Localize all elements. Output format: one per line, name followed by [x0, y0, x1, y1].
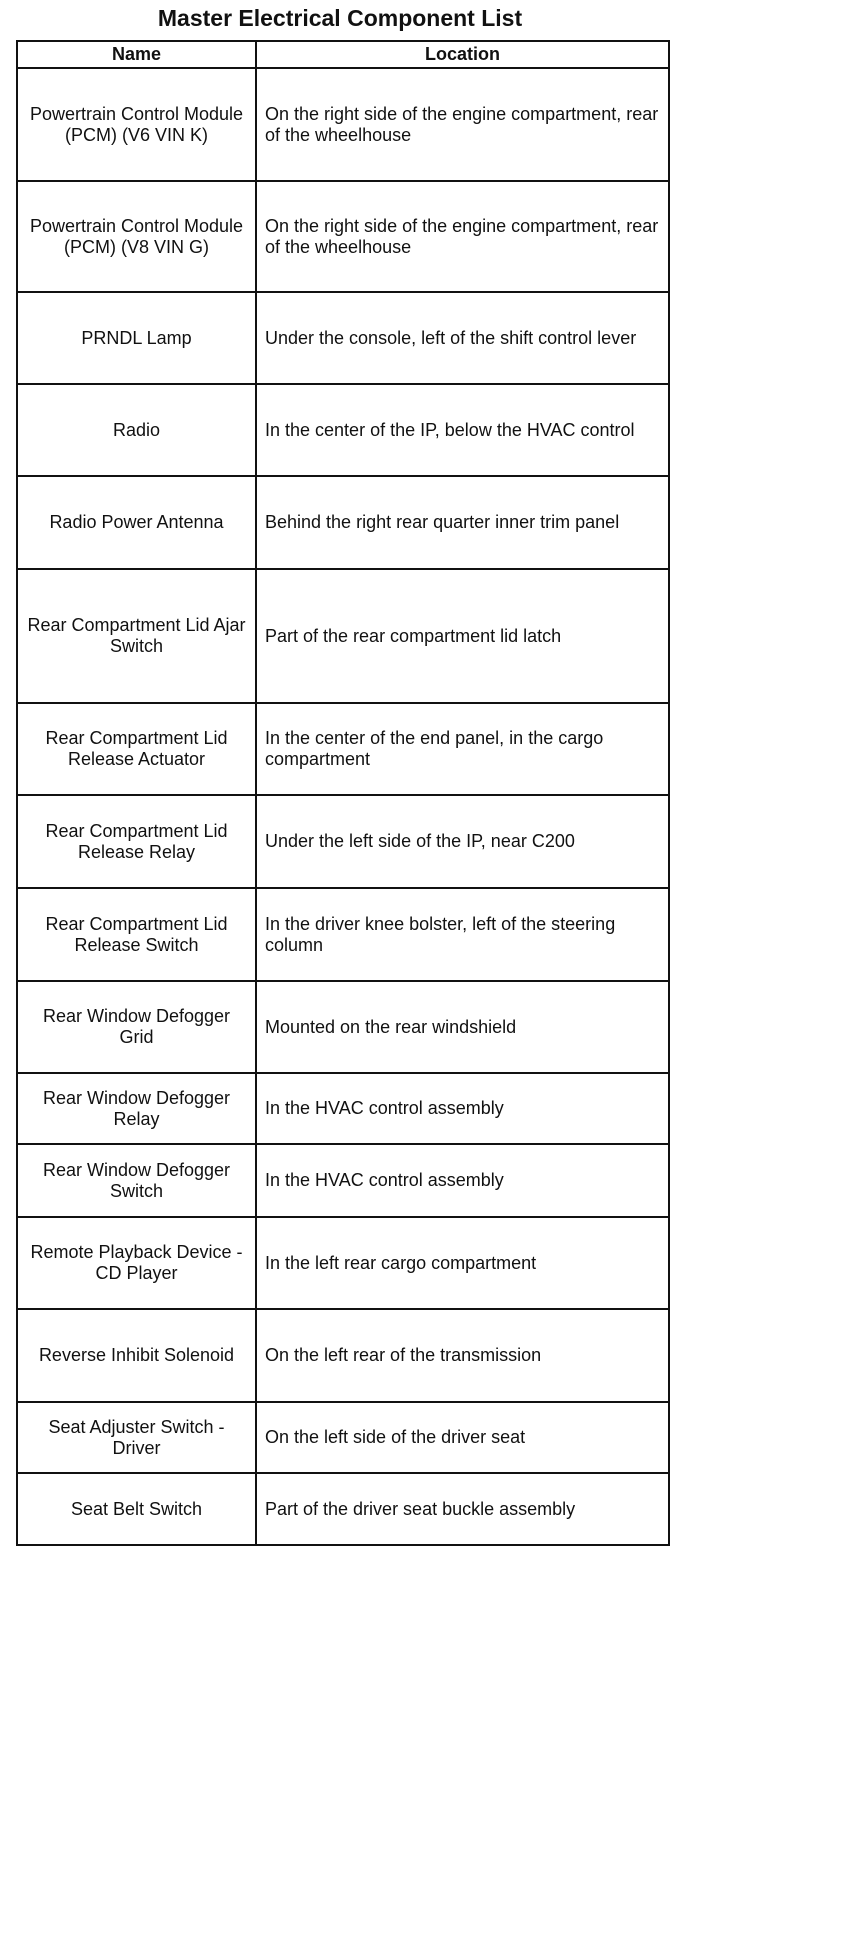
table-row: [17, 1217, 669, 1309]
table-header-row: [17, 41, 669, 68]
component-location: In the left rear cargo compartment: [256, 1217, 669, 1309]
table-row: [17, 384, 669, 476]
component-name: Rear Window Defogger Relay: [17, 1073, 256, 1144]
component-table: [16, 40, 670, 1546]
component-location: Under the left side of the IP, near C200: [256, 795, 669, 888]
table-row: [17, 476, 669, 569]
component-name: Rear Window Defogger Grid: [17, 981, 256, 1073]
component-location: In the HVAC control assembly: [256, 1073, 669, 1144]
component-name: Rear Compartment Lid Release Actuator: [17, 703, 256, 795]
component-name: Powertrain Control Module (PCM) (V6 VIN K): [17, 68, 256, 181]
component-name: PRNDL Lamp: [17, 292, 256, 384]
component-location: Mounted on the rear windshield: [256, 981, 669, 1073]
component-location: Part of the driver seat buckle assembly: [256, 1473, 669, 1545]
table-row: [17, 1144, 669, 1217]
component-name: Rear Compartment Lid Release Switch: [17, 888, 256, 981]
page-title: Master Electrical Component List: [157, 5, 523, 31]
table-row: [17, 292, 669, 384]
table-row: [17, 703, 669, 795]
component-location: In the driver knee bolster, left of the steering column: [256, 888, 669, 981]
component-name: Rear Compartment Lid Release Relay: [17, 795, 256, 888]
component-location: In the HVAC control assembly: [256, 1144, 669, 1217]
component-location: On the right side of the engine compartment, rear of the wheelhouse: [256, 181, 669, 292]
component-name: Remote Playback Device - CD Player: [17, 1217, 256, 1309]
component-location: In the center of the end panel, in the cargo compartment: [256, 703, 669, 795]
table-row: [17, 1402, 669, 1473]
component-location: Part of the rear compartment lid latch: [256, 569, 669, 703]
component-name: Rear Compartment Lid Ajar Switch: [17, 569, 256, 703]
component-location: Under the console, left of the shift control lever: [256, 292, 669, 384]
component-name: Radio Power Antenna: [17, 476, 256, 569]
component-name: Seat Adjuster Switch - Driver: [17, 1402, 256, 1473]
component-location: On the right side of the engine compartment, rear of the wheelhouse: [256, 68, 669, 181]
component-name: Rear Window Defogger Switch: [17, 1144, 256, 1217]
table-row: [17, 1073, 669, 1144]
column-header-name: Name: [17, 41, 256, 68]
table-row: [17, 1309, 669, 1402]
component-location: In the center of the IP, below the HVAC control: [256, 384, 669, 476]
component-name: Powertrain Control Module (PCM) (V8 VIN G): [17, 181, 256, 292]
table-row: [17, 1473, 669, 1545]
component-location: Behind the right rear quarter inner trim panel: [256, 476, 669, 569]
component-location: On the left rear of the transmission: [256, 1309, 669, 1402]
component-name: Radio: [17, 384, 256, 476]
table-row: [17, 888, 669, 981]
table-row: [17, 181, 669, 292]
component-name: Reverse Inhibit Solenoid: [17, 1309, 256, 1402]
column-header-location: Location: [256, 41, 669, 68]
component-name: Seat Belt Switch: [17, 1473, 256, 1545]
table-row: [17, 795, 669, 888]
table-row: [17, 68, 669, 181]
table-row: [17, 569, 669, 703]
component-location: On the left side of the driver seat: [256, 1402, 669, 1473]
table-row: [17, 981, 669, 1073]
